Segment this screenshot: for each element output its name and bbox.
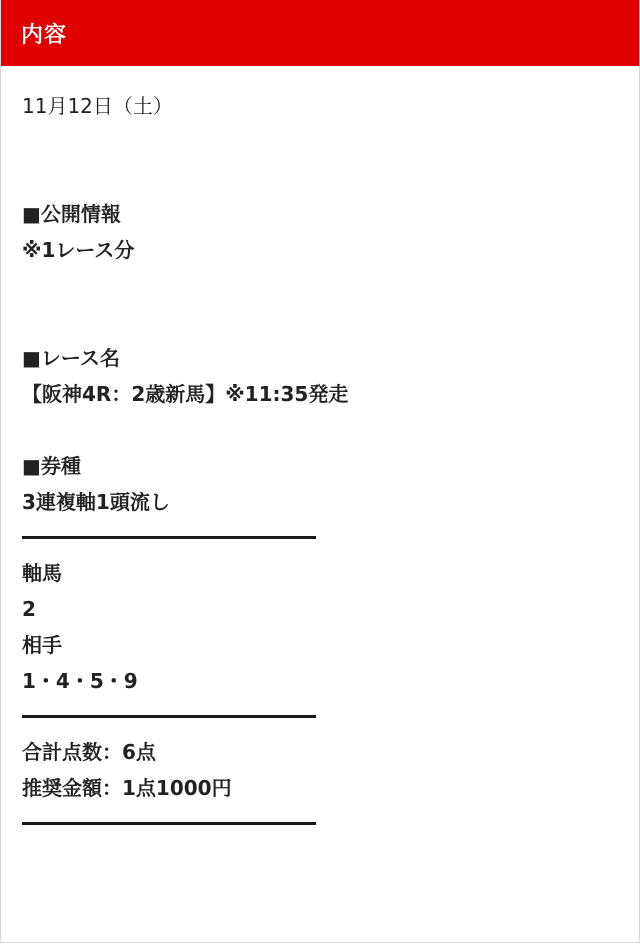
race-date: 11月12日（土） [22, 94, 173, 118]
panel-header [1, 0, 639, 66]
public-info-heading: ■公開情報 [22, 202, 121, 226]
public-info-note: ※1レース分 [22, 238, 135, 262]
spacer [22, 268, 639, 340]
race-name: 【阪神4R：2歳新馬】※11:35発走 [22, 382, 349, 406]
total-points: 合計点数：6点 [22, 740, 156, 764]
divider [22, 822, 316, 825]
ticket-type: 3連複軸1頭流し [22, 490, 170, 514]
panel-body [1, 66, 639, 825]
panel-title: 内容 [21, 22, 68, 48]
recommended-amount: 推奨金額：1点1000円 [22, 776, 232, 800]
partner-value: 1・4・5・9 [22, 669, 138, 693]
divider [22, 715, 316, 718]
axis-horse-value: 2 [22, 597, 36, 621]
race-name-heading: ■レース名 [22, 346, 120, 370]
spacer [22, 412, 639, 448]
divider [22, 536, 316, 539]
axis-horse-label: 軸馬 [22, 561, 62, 585]
ticket-type-heading: ■券種 [22, 454, 81, 478]
partner-label: 相手 [22, 633, 62, 657]
spacer [22, 124, 639, 196]
